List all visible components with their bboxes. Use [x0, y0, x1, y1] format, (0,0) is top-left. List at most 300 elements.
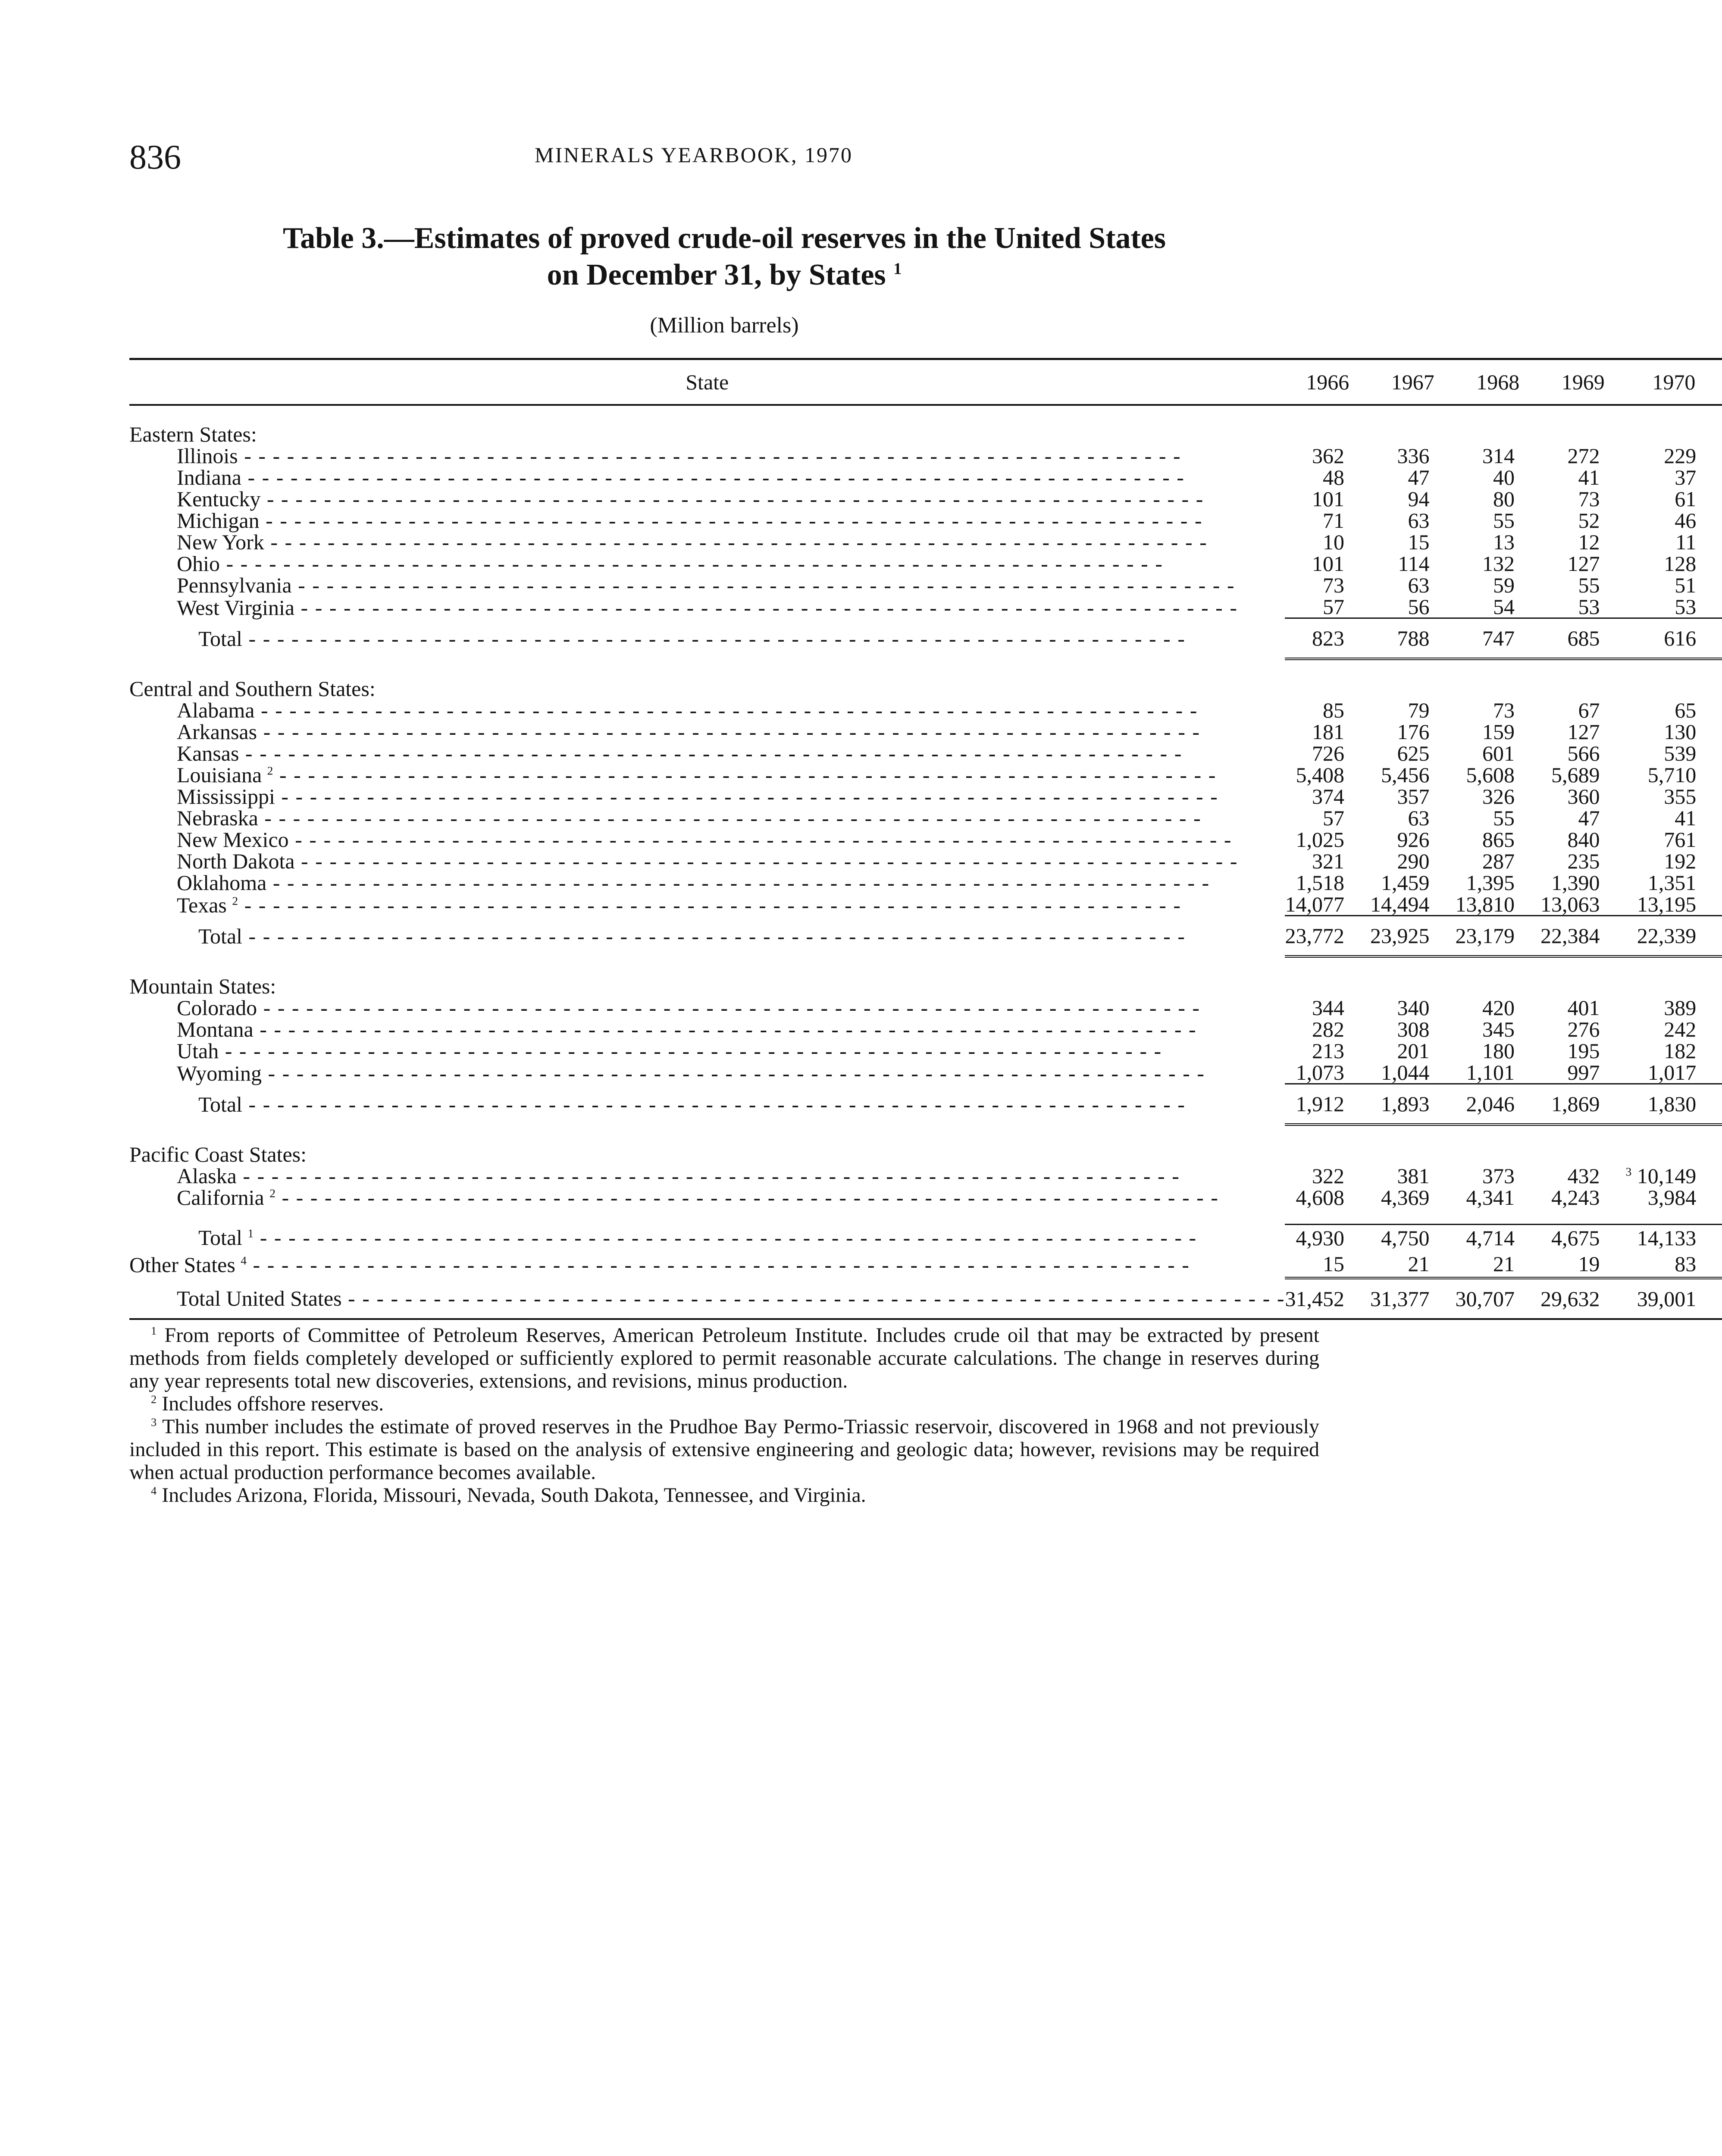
row-oklahoma-value-1969 [1540, 872, 1626, 893]
row-west-virginia-value-1968 [1455, 596, 1540, 618]
row-michigan-value-text: 52 [1578, 508, 1600, 533]
row-kentucky-value-1967 [1370, 488, 1456, 510]
row-alaska [129, 1165, 1285, 1187]
column-header-1969: 1969 [1540, 359, 1626, 405]
row-arkansas-text: Arkansas - - - [177, 720, 1200, 744]
spacer-row [129, 405, 1722, 421]
row-west-virginia-value-1967 [1370, 596, 1456, 618]
row-north-dakota-value-1969 [1540, 850, 1626, 872]
pacific-total-value-1967 [1370, 1225, 1456, 1251]
row-nebraska-value-text: 55 [1493, 806, 1515, 830]
table-row [129, 893, 1722, 916]
column-header-1967: 1967 [1370, 359, 1456, 405]
row-colorado-value-1969 [1540, 997, 1626, 1018]
row-alabama-value-1966 [1285, 699, 1370, 721]
total-eastern-states-value-1969 [1540, 618, 1626, 659]
row-oklahoma-value-1966 [1285, 872, 1370, 893]
row-montana-value-text: 242 [1664, 1017, 1697, 1041]
row-nebraska-value-1969 [1540, 807, 1626, 829]
table-row [129, 596, 1722, 618]
row-kentucky-value-text: 80 [1493, 487, 1515, 511]
footnote-3-mark: 3 [151, 1416, 157, 1429]
total-central-and-southern-states-value-text: 22,339 [1637, 924, 1697, 948]
row-colorado-value-1967 [1370, 997, 1456, 1018]
other-states [129, 1251, 1285, 1278]
total-mountain-states-value-1966 [1285, 1084, 1370, 1125]
row-wyoming-value-1966 [1285, 1062, 1370, 1084]
pacific-total-value-text: 4,675 [1551, 1226, 1600, 1250]
row-nebraska-value-text: 47 [1578, 806, 1600, 830]
other-states-value-1969 [1540, 1251, 1626, 1278]
row-north-dakota-value-text: 321 [1312, 849, 1344, 873]
row-new-mexico-value-text: 761 [1664, 827, 1697, 852]
row-alabama-value-text: 67 [1578, 698, 1600, 722]
row-indiana-value-1969 [1540, 467, 1626, 488]
other-states-value-1966 [1285, 1251, 1370, 1278]
column-header-state: State [129, 359, 1285, 405]
row-new-york-value-text: 15 [1408, 530, 1430, 554]
row-ohio-value-text: 101 [1312, 552, 1344, 576]
row-california-value-1970 [1625, 1187, 1722, 1208]
row-illinois-value-text: 362 [1312, 444, 1344, 468]
total-central-and-southern-states-text: Total - - - [198, 924, 1186, 948]
table-row [129, 510, 1722, 531]
row-indiana-text: Indiana - - - [177, 465, 1185, 489]
row-new-mexico-value-1968 [1455, 829, 1540, 850]
row-illinois-text: Illinois - - - [177, 444, 1181, 468]
row-michigan-text: Michigan - - - [177, 508, 1203, 533]
table-body [129, 405, 1722, 1324]
row-alabama-value-1969 [1540, 699, 1626, 721]
row-louisiana-leader [273, 763, 1216, 787]
spacer-cell [129, 956, 1722, 973]
row-nebraska-value-1970 [1625, 807, 1722, 829]
pacific-total-value-1968 [1455, 1225, 1540, 1251]
row-louisiana-value-text: 5,608 [1466, 763, 1515, 787]
row-kansas-value-1969 [1540, 743, 1626, 764]
row-utah-value-1970 [1625, 1040, 1722, 1062]
spacer-cell [129, 659, 1722, 676]
row-wyoming-value-1969 [1540, 1062, 1626, 1084]
table-row [129, 531, 1722, 553]
row-arkansas [129, 721, 1285, 743]
row-west-virginia-value-1966 [1285, 596, 1370, 618]
row-arkansas-value-1969 [1540, 721, 1626, 743]
table-row [129, 1062, 1722, 1084]
total-central-and-southern-states-value-text: 23,179 [1455, 924, 1515, 948]
table-row [129, 721, 1722, 743]
total-central-and-southern-states-value-1969 [1540, 916, 1626, 957]
row-alaska-text: Alaska - - - [177, 1164, 1180, 1188]
row-oklahoma-value-1968 [1455, 872, 1540, 893]
row-ohio-value-text: 114 [1398, 552, 1430, 576]
row-nebraska-value-text: 41 [1675, 806, 1697, 830]
us-total-row [129, 1278, 1722, 1319]
row-mississippi-value-1969 [1540, 786, 1626, 807]
other-states-value-1967 [1370, 1251, 1456, 1278]
footnotes [129, 1324, 1319, 1507]
row-new-mexico-value-1970 [1625, 829, 1722, 850]
region-total-row [129, 916, 1722, 957]
row-nebraska-value-text: 63 [1408, 806, 1430, 830]
spacer-row [129, 1125, 1722, 1141]
footnote-1-mark: 1 [151, 1324, 157, 1337]
row-north-dakota-text: North Dakota - - - [177, 849, 1238, 873]
row-kentucky-value-1970 [1625, 488, 1722, 510]
row-kansas [129, 743, 1285, 764]
row-wyoming [129, 1062, 1285, 1084]
pacific-total [129, 1225, 1285, 1251]
row-california-value-1968 [1455, 1187, 1540, 1208]
row-west-virginia-value-text: 56 [1408, 595, 1430, 619]
row-new-york-value-text: 10 [1322, 530, 1344, 554]
row-kentucky-value-text: 94 [1408, 487, 1430, 511]
other-states-value-1968 [1455, 1251, 1540, 1278]
row-louisiana [129, 764, 1285, 786]
pacific-total-text: Total [198, 1225, 243, 1250]
row-texas-value-text: 13,810 [1455, 892, 1515, 916]
row-new-york-value-1970 [1625, 531, 1722, 553]
row-kansas-value-text: 539 [1664, 741, 1697, 765]
spacer-cell [129, 405, 1722, 421]
total-mountain-states-value-text: 1,869 [1551, 1092, 1600, 1116]
row-california-value-text: 3,984 [1647, 1185, 1697, 1210]
table-row [129, 743, 1722, 764]
spacer-row [129, 1208, 1722, 1225]
row-mississippi-value-text: 355 [1664, 784, 1697, 808]
row-mississippi-value-1966 [1285, 786, 1370, 807]
row-oklahoma-value-1970 [1625, 872, 1722, 893]
us-total-value-text: 29,632 [1540, 1287, 1600, 1311]
footnote-2 [129, 1392, 1319, 1415]
row-pennsylvania-value-text: 59 [1493, 573, 1515, 597]
row-alabama-text: Alabama - - - [177, 698, 1198, 722]
row-oklahoma-value-text: 1,351 [1647, 871, 1697, 895]
pacific-total-value-text: 4,930 [1296, 1226, 1344, 1250]
row-michigan-value-text: 55 [1493, 508, 1515, 533]
table-units: (Million barrels) [650, 313, 799, 338]
row-california-value-text: 4,341 [1466, 1185, 1515, 1210]
us-total-value-1967 [1370, 1278, 1456, 1319]
other-states-note: 4 [241, 1253, 247, 1267]
row-indiana-value-text: 48 [1322, 465, 1344, 489]
other-states-leader [247, 1253, 1190, 1277]
region-total-row [129, 618, 1722, 659]
row-pennsylvania-value-text: 55 [1578, 573, 1600, 597]
row-kentucky-value-1966 [1285, 488, 1370, 510]
total-central-and-southern-states-value-text: 22,384 [1540, 924, 1600, 948]
row-arkansas-value-text: 159 [1482, 720, 1515, 744]
row-colorado [129, 997, 1285, 1018]
row-wyoming-value-text: 1,017 [1647, 1060, 1697, 1084]
table-title-line-2 [224, 257, 1224, 293]
row-kansas-value-text: 726 [1312, 741, 1344, 765]
row-wyoming-value-1967 [1370, 1062, 1456, 1084]
table-row [129, 786, 1722, 807]
row-mississippi-value-text: 326 [1482, 784, 1515, 808]
row-montana-value-text: 276 [1567, 1017, 1600, 1041]
row-indiana-value-1970 [1625, 467, 1722, 488]
row-illinois-value-1966 [1285, 445, 1370, 467]
row-montana-text: Montana - - - [177, 1017, 1197, 1041]
other-states-value-1970 [1625, 1251, 1722, 1278]
us-total-value-1969 [1540, 1278, 1626, 1319]
other-states-text: Other States [129, 1252, 235, 1277]
total-eastern-states-value-1968 [1455, 618, 1540, 659]
table-row [129, 764, 1722, 786]
row-nebraska-value-1967 [1370, 807, 1456, 829]
row-colorado-value-text: 401 [1567, 996, 1600, 1020]
pacific-total-value-1966 [1285, 1225, 1370, 1251]
row-pennsylvania-value-1966 [1285, 574, 1370, 596]
table-row [129, 1040, 1722, 1062]
row-louisiana-text: Louisiana [177, 763, 262, 787]
region-heading-row [129, 1141, 1722, 1165]
row-pennsylvania-value-text: 51 [1675, 573, 1697, 597]
row-pennsylvania-value-text: 73 [1322, 573, 1344, 597]
row-nebraska-value-1968 [1455, 807, 1540, 829]
row-michigan-value-text: 71 [1322, 508, 1344, 533]
spacer-cell [129, 1208, 1722, 1225]
row-alabama-value-1968 [1455, 699, 1540, 721]
row-texas-value-1966 [1285, 893, 1370, 916]
other-states-value-text: 19 [1578, 1252, 1600, 1276]
row-kansas-value-text: 601 [1482, 741, 1515, 765]
row-alaska-value-note: 3 [1625, 1165, 1632, 1178]
row-utah-value-text: 195 [1567, 1039, 1600, 1063]
title-footnote-mark: 1 [893, 260, 902, 278]
footnote-4-text: Includes Arizona, Florida, Missouri, Nevada, South Dakota, Tennessee, and Virginia. [162, 1484, 866, 1507]
other-states-value-text: 21 [1408, 1252, 1430, 1276]
total-eastern-states-value-text: 616 [1664, 626, 1697, 650]
region-heading-pacific-coast-states: Pacific Coast States: [129, 1142, 307, 1166]
spacer-row [129, 659, 1722, 676]
row-new-york-value-text: 11 [1675, 530, 1697, 554]
row-utah-value-text: 213 [1312, 1039, 1344, 1063]
total-eastern-states-value-1967 [1370, 618, 1456, 659]
row-california-value-text: 4,369 [1381, 1185, 1430, 1210]
row-alabama-value-text: 73 [1493, 698, 1515, 722]
row-north-dakota-value-1966 [1285, 850, 1370, 872]
row-wyoming-value-text: 1,073 [1296, 1060, 1344, 1084]
row-kentucky-value-text: 101 [1312, 487, 1344, 511]
region-heading-central-and-southern-states: Central and Southern States: [129, 677, 376, 701]
row-oklahoma-text: Oklahoma - - - [177, 871, 1210, 895]
row-california-note: 2 [269, 1186, 276, 1200]
pacific-total-leader [254, 1225, 1197, 1250]
total-central-and-southern-states-value-1970 [1625, 916, 1722, 957]
row-north-dakota-value-1967 [1370, 850, 1456, 872]
us-total-value-text: 39,001 [1637, 1287, 1697, 1311]
table-row [129, 553, 1722, 574]
pacific-total-value-text: 4,714 [1466, 1226, 1515, 1250]
other-states-value-text: 83 [1675, 1252, 1697, 1276]
running-head: MINERALS YEARBOOK, 1970 [535, 143, 853, 167]
row-nebraska [129, 807, 1285, 829]
row-pennsylvania-value-text: 63 [1408, 573, 1430, 597]
row-alabama-value-1970 [1625, 699, 1722, 721]
row-ohio-value-text: 132 [1482, 552, 1515, 576]
row-michigan-value-text: 63 [1408, 508, 1430, 533]
us-total-text: Total United States - - - [177, 1286, 1285, 1310]
row-ohio-value-1968 [1455, 553, 1540, 574]
row-montana [129, 1018, 1285, 1040]
row-arkansas-value-1966 [1285, 721, 1370, 743]
row-pennsylvania-value-1968 [1455, 574, 1540, 596]
row-new-york-text: New York - - - [177, 530, 1208, 554]
footnote-3-text: This number includes the estimate of proved reserves in the Prudhoe Bay Permo-Triassic reservoir, discovered in 1968 and not previously included in this report. This estimate is based on the analysis of extensive engineering and geologic data; however, revisions may be required when actual production performance becomes available. [129, 1415, 1319, 1484]
row-new-mexico [129, 829, 1285, 850]
row-texas-value-text: 14,077 [1285, 892, 1344, 916]
total-mountain-states-value-1967 [1370, 1084, 1456, 1125]
row-arkansas-value-1967 [1370, 721, 1456, 743]
row-utah-value-1967 [1370, 1040, 1456, 1062]
total-eastern-states-value-text: 747 [1482, 626, 1515, 650]
row-texas-value-text: 13,063 [1540, 892, 1600, 916]
row-mississippi [129, 786, 1285, 807]
table-row [129, 699, 1722, 721]
footnote-2-text: Includes offshore reserves. [162, 1392, 384, 1415]
row-texas-note: 2 [232, 893, 238, 907]
row-colorado-value-1966 [1285, 997, 1370, 1018]
row-kansas-value-1970 [1625, 743, 1722, 764]
footnote-4 [129, 1484, 1319, 1507]
row-alaska-value-text: 373 [1482, 1164, 1515, 1188]
row-kansas-value-1968 [1455, 743, 1540, 764]
us-total-value-text: 30,707 [1455, 1287, 1515, 1311]
footnote-3 [129, 1415, 1319, 1484]
row-west-virginia-value-text: 53 [1675, 595, 1697, 619]
total-mountain-states-value-text: 1,912 [1296, 1092, 1344, 1116]
table-row [129, 1187, 1722, 1208]
row-ohio-value-text: 127 [1567, 552, 1600, 576]
row-michigan-value-1967 [1370, 510, 1456, 531]
column-header-1966: 1966 [1285, 359, 1370, 405]
row-colorado-value-1970 [1625, 997, 1722, 1018]
row-indiana-value-1967 [1370, 467, 1456, 488]
row-new-york-value-text: 13 [1493, 530, 1515, 554]
row-texas [129, 893, 1285, 916]
total-mountain-states-value-text: 1,893 [1381, 1092, 1430, 1116]
row-texas-value-1967 [1370, 893, 1456, 916]
row-alaska-value-text: 381 [1397, 1164, 1430, 1188]
footnote-1-text: From reports of Committee of Petroleum Reserves, American Petroleum Institute. Includes crude oil that may be extracted by present methods from fields completely developed or sufficiently explored to permit reasonable accurate calculations. The change in reserves during any year represents total new discoveries, extensions, and revisions, minus production. [129, 1324, 1320, 1392]
total-eastern-states-value-text: 788 [1397, 626, 1430, 650]
row-alaska-value-text: 322 [1312, 1164, 1344, 1188]
row-arkansas-value-text: 127 [1567, 720, 1600, 744]
row-montana-value-text: 308 [1397, 1017, 1430, 1041]
total-central-and-southern-states-value-text: 23,772 [1285, 924, 1344, 948]
row-pennsylvania-value-1967 [1370, 574, 1456, 596]
row-texas-value-1968 [1455, 893, 1540, 916]
pacific-total-value-text: 14,133 [1637, 1226, 1697, 1250]
row-colorado-value-text: 420 [1482, 996, 1515, 1020]
row-california-leader [276, 1185, 1219, 1210]
row-colorado-text: Colorado - - - [177, 996, 1200, 1020]
row-new-york-value-1967 [1370, 531, 1456, 553]
row-oklahoma-value-text: 1,395 [1466, 871, 1515, 895]
row-west-virginia-value-1969 [1540, 596, 1626, 618]
row-alabama-value-text: 79 [1408, 698, 1430, 722]
row-louisiana-value-text: 5,689 [1551, 763, 1600, 787]
row-kansas-value-1966 [1285, 743, 1370, 764]
table-title-line-2-text: on December 31, by States [547, 258, 886, 291]
row-arkansas-value-text: 176 [1397, 720, 1430, 744]
row-mississippi-value-text: 374 [1312, 784, 1344, 808]
row-new-mexico-value-text: 865 [1482, 827, 1515, 852]
total-mountain-states-value-1969 [1540, 1084, 1626, 1125]
region-heading-row [129, 421, 1722, 445]
row-ohio-value-1970 [1625, 553, 1722, 574]
total-eastern-states-value-text: 685 [1567, 626, 1600, 650]
row-kentucky-value-text: 61 [1675, 487, 1697, 511]
table-row [129, 850, 1722, 872]
row-illinois-value-text: 272 [1567, 444, 1600, 468]
row-kentucky-text: Kentucky - - - [177, 487, 1204, 511]
row-alaska-value-1966 [1285, 1165, 1370, 1187]
row-indiana-value-text: 37 [1675, 465, 1697, 489]
other-states-value-text: 15 [1322, 1252, 1344, 1276]
total-central-and-southern-states [129, 916, 1285, 957]
row-wyoming-value-1970 [1625, 1062, 1722, 1084]
row-illinois [129, 445, 1285, 467]
spacer-row [129, 956, 1722, 973]
row-new-mexico-value-1967 [1370, 829, 1456, 850]
row-california-value-1966 [1285, 1187, 1370, 1208]
row-colorado-value-text: 340 [1397, 996, 1430, 1020]
row-utah-value-text: 180 [1482, 1039, 1515, 1063]
row-kansas-value-1967 [1370, 743, 1456, 764]
column-header-1970: 1970 [1625, 359, 1722, 405]
row-alabama [129, 699, 1285, 721]
total-mountain-states-value-1970 [1625, 1084, 1722, 1125]
row-indiana-value-text: 47 [1408, 465, 1430, 489]
row-california-value-1969 [1540, 1187, 1626, 1208]
row-colorado-value-1968 [1455, 997, 1540, 1018]
row-texas-value-1969 [1540, 893, 1626, 916]
row-illinois-value-text: 336 [1397, 444, 1430, 468]
row-new-mexico-value-1966 [1285, 829, 1370, 850]
row-michigan-value-1970 [1625, 510, 1722, 531]
row-new-mexico-value-text: 926 [1397, 827, 1430, 852]
table-row [129, 445, 1722, 467]
row-mississippi-value-1967 [1370, 786, 1456, 807]
row-louisiana-value-text: 5,456 [1381, 763, 1430, 787]
row-west-virginia-value-1970 [1625, 596, 1722, 618]
row-montana-value-1970 [1625, 1018, 1722, 1040]
row-indiana [129, 467, 1285, 488]
row-alabama-value-text: 65 [1675, 698, 1697, 722]
row-louisiana-note: 2 [267, 764, 273, 777]
row-montana-value-text: 282 [1312, 1017, 1344, 1041]
other-states-row [129, 1251, 1722, 1278]
total-eastern-states-value-1966 [1285, 618, 1370, 659]
row-illinois-value-1969 [1540, 445, 1626, 467]
reserves-table [129, 358, 1722, 1324]
row-nebraska-text: Nebraska - - - [177, 806, 1202, 830]
row-montana-value-text: 345 [1482, 1017, 1515, 1041]
table-row [129, 997, 1722, 1018]
total-central-and-southern-states-value-1968 [1455, 916, 1540, 957]
row-texas-text: Texas [177, 893, 227, 917]
row-west-virginia-value-text: 53 [1578, 595, 1600, 619]
table-row [129, 807, 1722, 829]
table-row [129, 1018, 1722, 1040]
row-new-york-value-1969 [1540, 531, 1626, 553]
row-utah-value-text: 182 [1664, 1039, 1697, 1063]
row-louisiana-value-1969 [1540, 764, 1626, 786]
table-header-row [129, 359, 1722, 405]
